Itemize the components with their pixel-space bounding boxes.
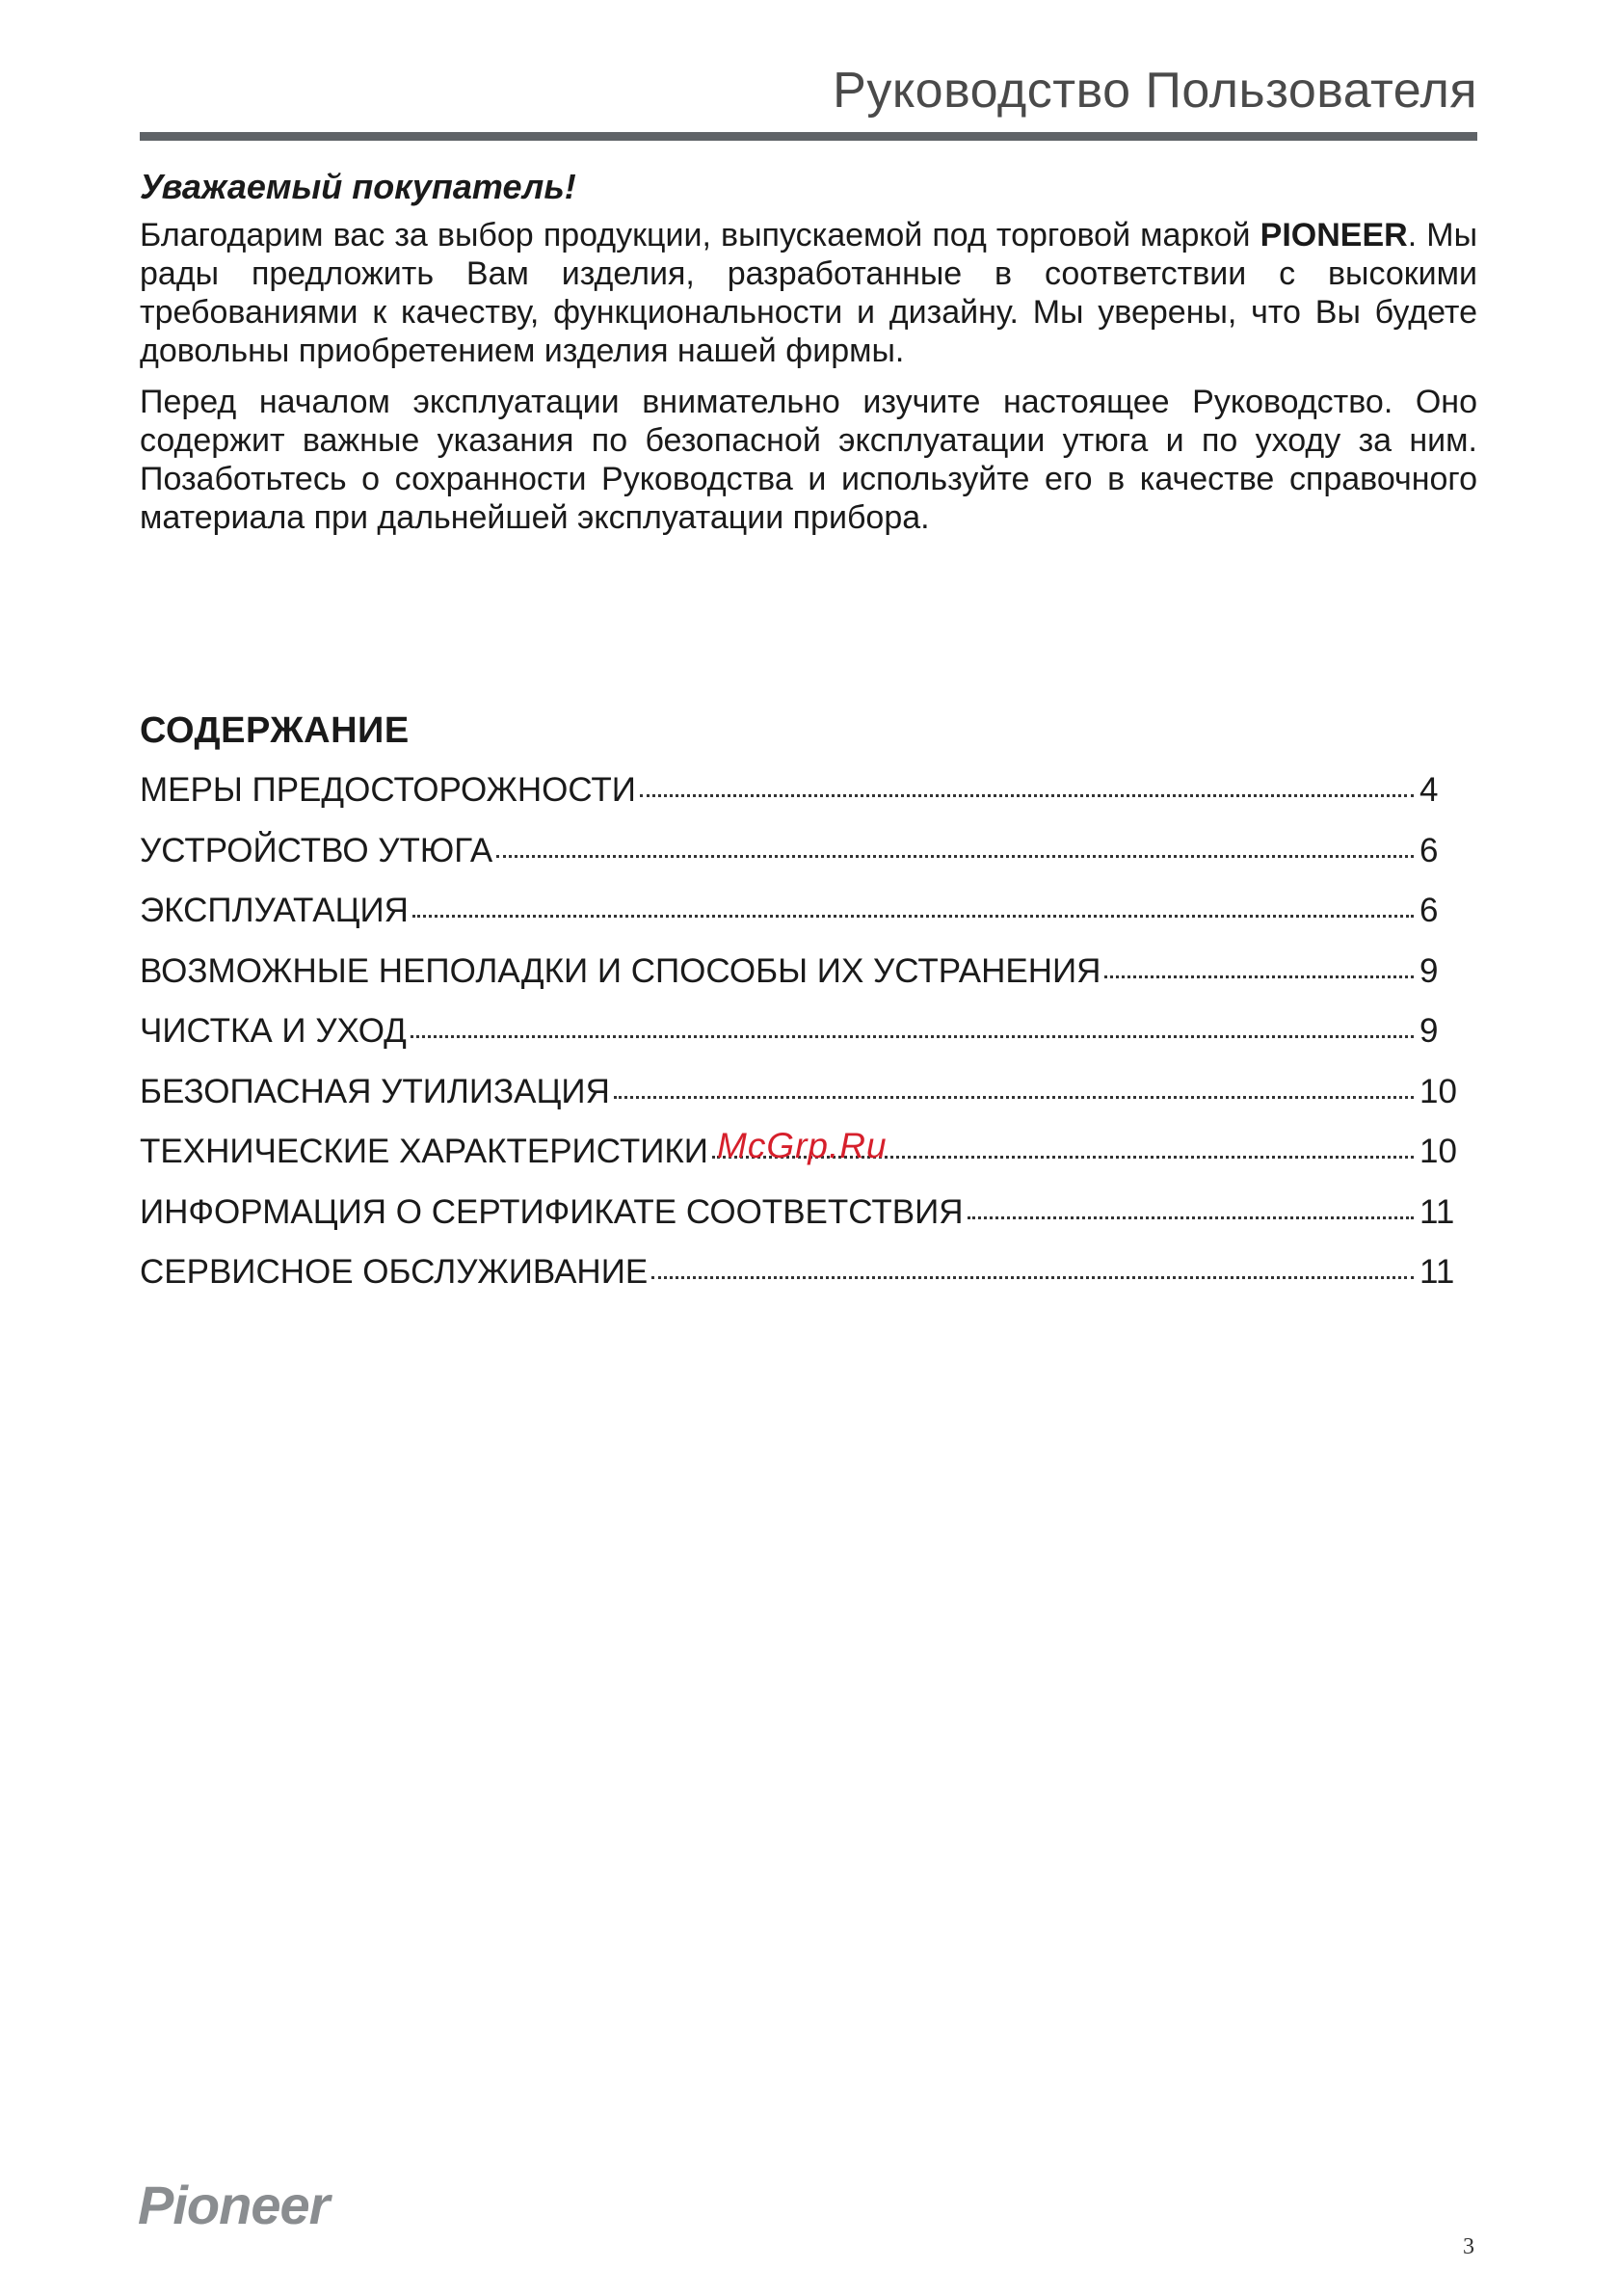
page-title: Руководство Пользователя bbox=[833, 63, 1477, 119]
toc-title: СОДЕРЖАНИЕ bbox=[140, 710, 410, 751]
intro-p1-end: . Мы рады предложить Вам изделия, разработанные в соответствии с высокими требованиями к качеству, функциональности и дизайну. Мы уверены, что Вы будете довольны приобретением изделия нашей фирмы. bbox=[140, 217, 1478, 369]
toc-item[interactable] bbox=[140, 892, 1458, 952]
toc-item-label: ЭКСПЛУАТАЦИЯ bbox=[140, 892, 409, 929]
pioneer-logo: Pioneer bbox=[138, 2175, 330, 2235]
toc-item-label: МЕРЫ ПРЕДОСТОРОЖНОСТИ bbox=[140, 771, 636, 809]
toc-item-label: ВОЗМОЖНЫЕ НЕПОЛАДКИ И СПОСОБЫ ИХ УСТРАНЕНИЯ bbox=[140, 951, 1101, 990]
toc-item[interactable] bbox=[140, 832, 1458, 893]
brand-name: PIONEER bbox=[1260, 217, 1408, 254]
toc-item-page: 9 bbox=[1419, 951, 1439, 990]
intro-paragraph-1 bbox=[140, 216, 1477, 370]
toc-leader-dots bbox=[412, 915, 1414, 918]
toc-item-page: 11 bbox=[1419, 1192, 1455, 1231]
toc-item-page: 10 bbox=[1419, 1133, 1457, 1170]
greeting-heading: Уважаемый покупатель! bbox=[140, 167, 576, 206]
toc-item[interactable] bbox=[140, 1073, 1458, 1134]
toc-leader-dots bbox=[614, 1096, 1414, 1099]
table-of-contents bbox=[140, 771, 1458, 1314]
toc-item-label: БЕЗОПАСНАЯ УТИЛИЗАЦИЯ bbox=[140, 1072, 610, 1110]
toc-item-label: СЕРВИСНОЕ ОБСЛУЖИВАНИЕ bbox=[140, 1253, 649, 1291]
intro-text bbox=[140, 216, 1477, 549]
toc-leader-dots bbox=[640, 794, 1414, 797]
toc-item[interactable] bbox=[140, 952, 1458, 1013]
toc-leader-dots bbox=[1104, 975, 1414, 978]
toc-item-label: УСТРОЙСТВО УТЮГА bbox=[140, 831, 493, 869]
toc-leader-dots bbox=[651, 1276, 1414, 1279]
watermark: McGrp.Ru bbox=[717, 1126, 888, 1165]
toc-item-page: 6 bbox=[1419, 831, 1439, 869]
toc-item[interactable] bbox=[140, 771, 1458, 832]
toc-item[interactable] bbox=[140, 1253, 1458, 1314]
toc-item-page: 10 bbox=[1419, 1072, 1457, 1110]
toc-item-label: ТЕХНИЧЕСКИЕ ХАРАКТЕРИСТИКИ bbox=[140, 1133, 708, 1170]
toc-item-page: 6 bbox=[1419, 892, 1439, 929]
page-number: 3 bbox=[1463, 2234, 1474, 2259]
toc-leader-dots bbox=[411, 1035, 1414, 1038]
toc-item-page: 4 bbox=[1419, 771, 1439, 809]
toc-item-page: 11 bbox=[1419, 1253, 1455, 1291]
toc-leader-dots bbox=[968, 1216, 1414, 1219]
intro-p1-start: Благодарим вас за выбор продукции, выпускаемой под торговой маркой bbox=[140, 217, 1260, 254]
intro-paragraph-2: Перед началом эксплуатации внимательно изучите настоящее Руководство. Оно содержит важные указания по безопасной эксплуатации утюга и по уходу за ним. Позаботьтесь о сохранности Руководства и используйте его в качестве справочного материала при дальнейшей эксплуатации прибора. bbox=[140, 384, 1477, 536]
toc-item-label: ИНФОРМАЦИЯ О СЕРТИФИКАТЕ СООТВЕТСТВИЯ bbox=[140, 1192, 964, 1231]
toc-item-label: ЧИСТКА И УХОД bbox=[140, 1012, 407, 1050]
toc-item[interactable] bbox=[140, 1193, 1458, 1254]
header-divider bbox=[140, 132, 1477, 141]
toc-item[interactable] bbox=[140, 1012, 1458, 1073]
toc-leader-dots bbox=[496, 855, 1414, 858]
toc-item-page: 9 bbox=[1419, 1012, 1439, 1050]
